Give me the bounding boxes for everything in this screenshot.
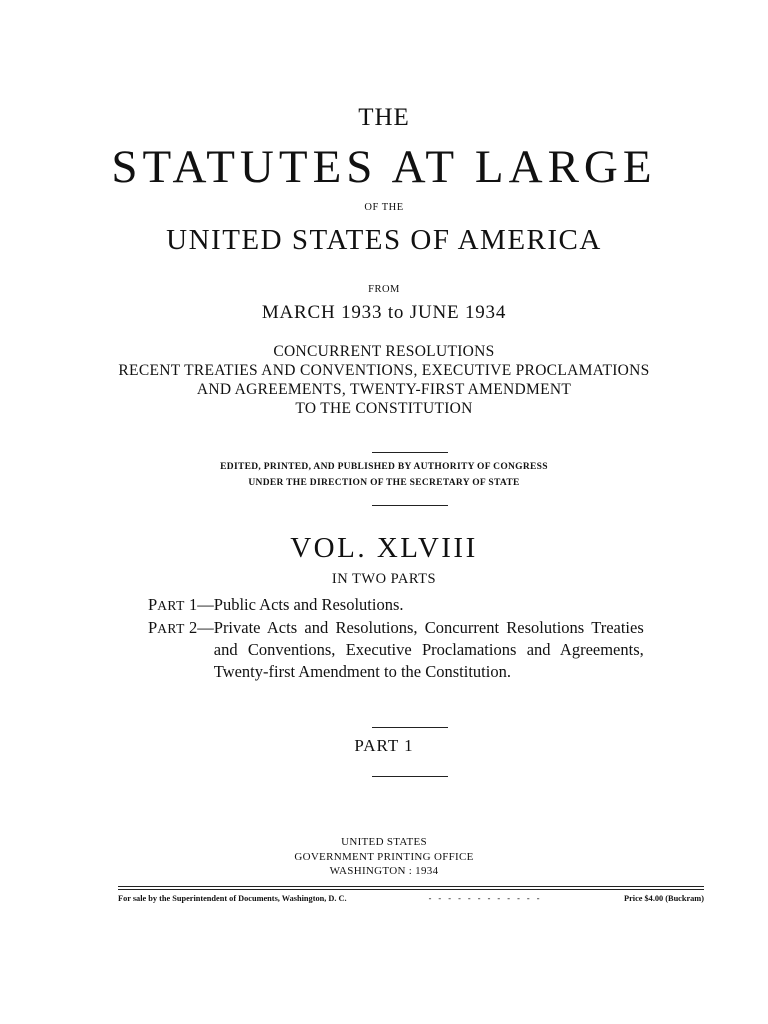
imprint-line: GOVERNMENT PRINTING OFFICE (294, 851, 474, 863)
sale-text: For sale by the Superintendent of Documents, Washington, D. C. (118, 894, 347, 903)
part-entry (148, 617, 688, 683)
footer-rule (118, 889, 704, 890)
parts-list (148, 594, 688, 683)
divider-rule (372, 727, 448, 728)
sale-footer (118, 894, 704, 903)
imprint-line: WASHINGTON : 1934 (329, 865, 439, 877)
part-label: PART 1— (148, 595, 214, 614)
divider-rule (372, 505, 448, 506)
subtitle-line: RECENT TREATIES AND CONVENTIONS, EXECUTIVE PROCLAMATIONS (118, 362, 650, 379)
country-title: UNITED STATES OF AMERICA (166, 224, 602, 256)
title-from: FROM (368, 284, 400, 295)
subtitle-line: AND AGREEMENTS, TWENTY-FIRST AMENDMENT (196, 381, 572, 398)
authority-line: EDITED, PRINTED, AND PUBLISHED BY AUTHORITY OF CONGRESS (220, 462, 548, 472)
part-label: PART 2— (148, 618, 214, 637)
imprint-line: UNITED STATES (341, 836, 427, 848)
divider-rule (372, 452, 448, 453)
part-entry (148, 594, 688, 617)
price-text: Price $4.00 (Buckram) (624, 894, 704, 903)
part-description: Private Acts and Resolutions, Concurrent Resolutions Treaties and Conventions, Executive Proclamations and Agreements, Twenty-first Amendment to the Constitution. (213, 618, 644, 681)
subtitle-line: TO THE CONSTITUTION (295, 400, 473, 417)
main-title: STATUTES AT LARGE (111, 141, 657, 193)
current-part-label: PART 1 (354, 736, 414, 755)
date-range: MARCH 1933 to JUNE 1934 (261, 302, 507, 323)
leader-dashes: - - - - - - - - - - - - (428, 894, 543, 903)
title-of-the: OF THE (364, 202, 404, 213)
title-the: THE (358, 104, 410, 131)
parts-note: IN TWO PARTS (331, 571, 437, 587)
volume-label: VOL. XLVIII (290, 532, 478, 564)
authority-line: UNDER THE DIRECTION OF THE SECRETARY OF STATE (248, 478, 520, 488)
subtitle-line: CONCURRENT RESOLUTIONS (273, 343, 495, 360)
divider-rule (372, 776, 448, 777)
footer-rule (118, 886, 704, 887)
part-description: Public Acts and Resolutions. (213, 595, 404, 614)
